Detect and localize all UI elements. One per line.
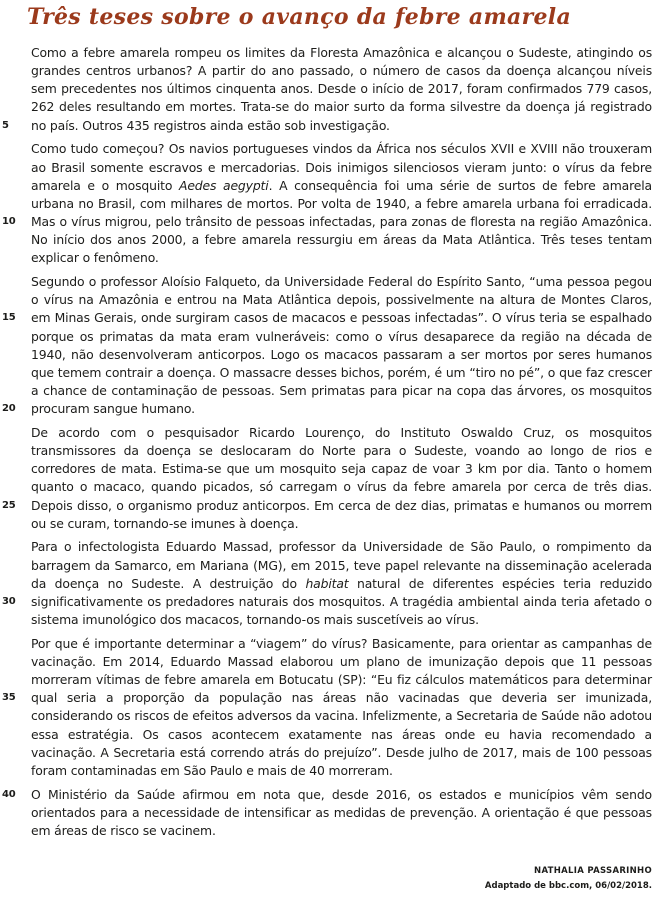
paragraph-text: Como tudo começou? Os navios portugueses vindos da África nos séculos XVII e XVIII não trouxeram ao Brasil somente escravos e mercadorias. Dois inimigos silenciosos vieram junto: o vírus da febre amarela e o mosquito Aedes aegypti. A consequência foi uma série de surtos de febre amarela urbana no Brasil, com milhares de mortos. Por volta de 1940, a febre amarela urbana foi erradicada. Mas o vírus migrou, pelo trânsito de pessoas infectadas, para zonas de floresta na região Amazônica. No início dos anos 2000, a febre amarela ressurgiu em áreas da Mata Atlântica. Três teses tentam explicar o fenômeno. — [31, 141, 652, 266]
paragraph-6 — [2, 635, 652, 780]
article-credit — [485, 864, 652, 894]
paragraph-text: Para o infectologista Eduardo Massad, professor da Universidade de São Paulo, o rompimento da barragem da Samarco, em Mariana (MG), em 2015, teve papel relevante na disseminação acelerada da doença no Sudeste. A destruição do habitat natural de diferentes espécies teria reduzido significativamente os predadores naturais dos mosquitos. A tragédia ambiental ainda teria afetado o sistema imunológico dos macacos, tornando-os mais suscetíveis ao vírus. — [31, 539, 652, 628]
line-number: 10 — [2, 215, 16, 227]
paragraph-text: O Ministério da Saúde afirmou em nota que, desde 2016, os estados e municípios vêm sendo orientados para a necessidade de intensificar as medidas de prevenção. A orientação é que pessoas em áreas de risco se vacinem. — [31, 786, 652, 838]
line-number: 35 — [2, 692, 16, 704]
line-number: 20 — [2, 403, 16, 415]
paragraph-2 — [2, 140, 652, 267]
line-number: 40 — [2, 788, 16, 800]
author-name: NATHALIA PASSARINHO — [534, 866, 652, 876]
line-number: 25 — [2, 499, 16, 511]
article-title: Três teses sobre o avanço da febre amarela — [27, 4, 572, 30]
paragraph-4 — [2, 424, 652, 533]
line-number: 5 — [2, 119, 9, 131]
paragraph-text: De acordo com o pesquisador Ricardo Lourenço, do Instituto Oswaldo Cruz, os mosquitos transmissores da doença se deslocaram do Norte para o Sudeste, voando ao longo de rios e corredores de mata. Estima-se que um mosquito seja capaz de voar 3 km por dia. Tanto o homem quanto o macaco, quando picados, só carregam o vírus da febre amarela por cerca de três dias. Depois disso, o organismo produz anticorpos. Em cerca de dez dias, primatas e humanos ou morrem ou se curam, tornando-se imunes à doença. — [31, 424, 652, 531]
line-number: 15 — [2, 312, 16, 324]
source-citation: Adaptado de bbc.com, 06/02/2018. — [484, 881, 652, 891]
paragraph-7 — [2, 786, 652, 840]
article-body — [2, 44, 652, 846]
paragraph-5 — [2, 538, 652, 629]
paragraph-text: Por que é importante determinar a “viagem” do vírus? Basicamente, para orientar as campanhas de vacinação. Em 2014, Eduardo Massad elaborou um plano de imunização depois que 11 pessoas morreram vítimas de febre amarela em Botucatu (SP): “Eu fiz cálculos matemáticos para determinar qual seria a proporção da população nas áreas não vacinadas que deveria ser imunizada, considerando os riscos de efeitos adversos da vacina. Infelizmente, a Secretaria de Saúde não adotou essa estratégia. Os casos acontecem exatamente nas áreas onde eu havia recomendado a vacinação. A Secretaria está correndo atrás do prejuízo”. Desde julho de 2017, mais de 100 pessoas foram contaminadas em São Paulo e mais de 40 morreram. — [31, 635, 652, 778]
paragraph-text: Como a febre amarela rompeu os limites da Floresta Amazônica e alcançou o Sudeste, atingindo os grandes centros urbanos? A partir do ano passado, o número de casos da doença alcançou níveis sem precedentes nos últimos cinquenta anos. Desde o início de 2017, foram confirmados 779 casos, 262 deles resultando em mortes. Trata-se do maior surto da forma silvestre da doença já registrado no país. Outros 435 registros ainda estão sob investigação. — [31, 45, 652, 133]
paragraph-3 — [2, 273, 652, 418]
paragraph-1 — [2, 44, 652, 135]
paragraph-text: Segundo o professor Aloísio Falqueto, da Universidade Federal do Espírito Santo, “uma pessoa pegou o vírus na Amazônia e entrou na Mata Atlântica depois, possivelmente na altura de Montes Claros, em Minas Gerais, onde surgiram casos de macacos e pessoas infectadas”. O vírus teria se espalhado porque os primatas da mata eram vulneráveis: como o vírus desaparece da região na década de 1940, não desenvolveram anticorpos. Logo os macacos passaram a ser mortos por seres humanos que temem contrair a doença. O massacre desses bichos, porém, é um “tiro no pé”, o que faz crescer a chance de contaminação de pessoas. Sem primatas para picar na copa das árvores, os mosquitos procuram sangue humano. — [31, 274, 652, 417]
line-number: 30 — [2, 595, 16, 607]
